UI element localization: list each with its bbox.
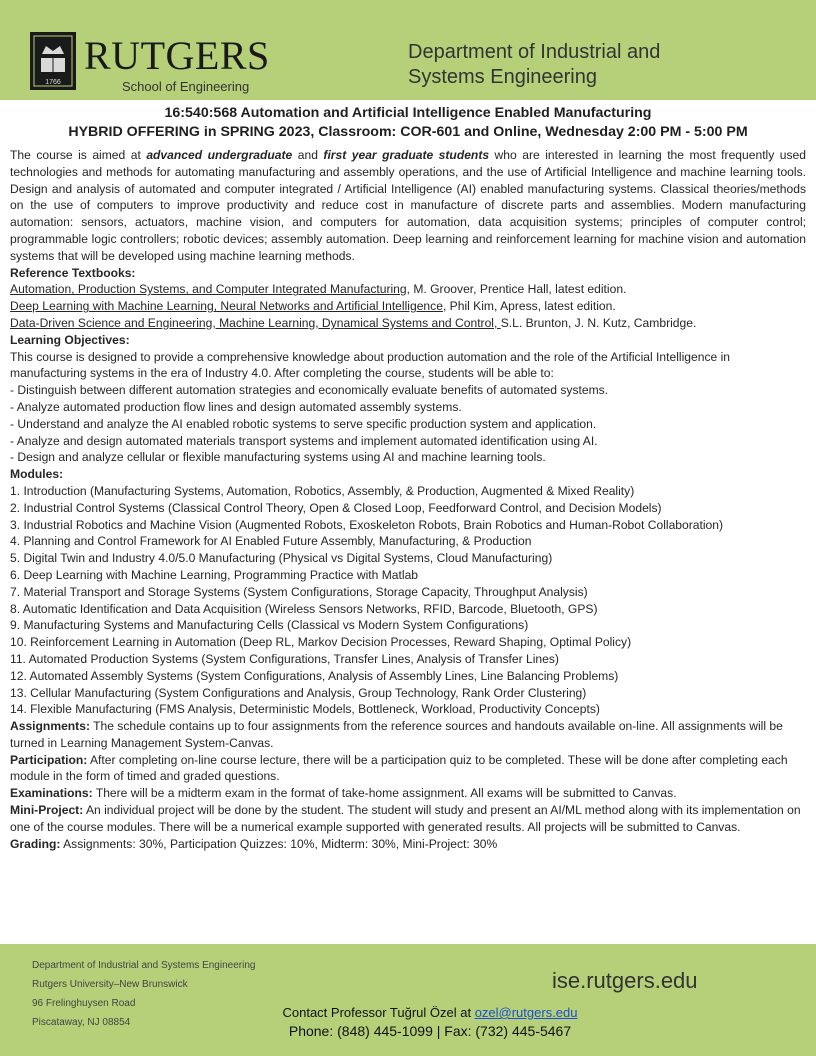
course-title: 16:540:568 Automation and Artificial Intelligence Enabled Manufacturing	[164, 105, 652, 121]
course-description	[10, 147, 806, 265]
assignments-paragraph	[10, 718, 806, 752]
address-line: Rutgers University–New Brunswick	[32, 979, 188, 990]
description-text: The course is aimed at	[10, 148, 147, 162]
participation-paragraph	[10, 752, 806, 786]
module-item: 2. Industrial Control Systems (Classical Control Theory, Open & Closed Loop, Feedforward Control, and Decision Models)	[10, 500, 662, 515]
description-emphasis-audience-1: advanced undergraduate	[146, 148, 293, 162]
objectives-intro: This course is designed to provide a comprehensive knowledge about production automation and the role of the Artificial Intelligence in manufacturing systems in the era of Industry 4.0. After completing the course, students will be able to:	[10, 349, 731, 381]
module-item: 5. Digital Twin and Industry 4.0/5.0 Manufacturing (Physical vs Digital Systems, Cloud Manufacturing)	[10, 551, 553, 566]
reference-details: , M. Groover, Prentice Hall, latest edition.	[406, 282, 627, 297]
footer-band	[0, 944, 816, 1056]
objective-item: - Design and analyze cellular or flexible manufacturing systems using AI and machine learning tools.	[10, 450, 546, 465]
objective-item: - Analyze automated production flow lines and design automated assembly systems.	[10, 399, 462, 414]
reference-item	[10, 315, 806, 332]
mini-project-paragraph	[10, 802, 806, 836]
website-link[interactable]: ise.rutgers.edu	[552, 968, 698, 993]
contact-block	[240, 1004, 620, 1040]
contact-line	[240, 1004, 620, 1022]
reference-item	[10, 298, 806, 315]
participation-text: After completing on-line course lecture, there will be a participation quiz to be completed. These will be done after completing each module in the form of timed and graded questions.	[10, 752, 788, 784]
module-item: 4. Planning and Control Framework for AI Enabled Future Assembly, Manufacturing, & Production	[10, 534, 532, 549]
description-text: who are interested in learning the most frequently used technologies and methods for automating manufacturing and assembly operations, and the use of Artificial Intelligence and machine learning tools. Design and analysis of automated and computer integrated / Artificial Intelligence (AI) enabled manufacturing systems. Classical theories/methods on the use of computers to improve productivity and reduce cost in manufacture of discrete parts and assemblies. Modern manufacturing automation: sensors, actuators, machine vision, and computers for automation, data acquisition systems; principles of computer control; programmable logic controllers; robotic devices; assembly automation. Deep learning and reinforcement learning for machine vision and automation systems that will be developed using machine learning methods.	[10, 148, 806, 263]
rutgers-wordmark: RUTGERS	[84, 33, 270, 78]
objective-item: - Understand and analyze the AI enabled robotic systems to serve specific production system and application.	[10, 416, 597, 431]
phone-fax: Phone: (848) 445-1099 | Fax: (732) 445-5467	[288, 1023, 572, 1039]
module-item: 9. Manufacturing Systems and Manufacturing Cells (Classical vs Modern System Configurations)	[10, 618, 529, 633]
address-line: Department of Industrial and Systems Engineering	[32, 960, 256, 971]
address-line: 96 Frelinghuysen Road	[32, 998, 136, 1009]
reference-details: S.L. Brunton, J. N. Kutz, Cambridge.	[500, 315, 697, 330]
module-item: 1. Introduction (Manufacturing Systems, Automation, Robotics, Assembly, & Production, Augmented & Mixed Reality)	[10, 483, 635, 498]
module-item: 14. Flexible Manufacturing (FMS Analysis, Deterministic Models, Bottleneck, Workload, Productivity Concepts)	[10, 702, 600, 717]
grading-paragraph	[10, 836, 806, 853]
grading-label: Grading:	[10, 836, 61, 851]
module-item: 8. Automatic Identification and Data Acquisition (Wireless Sensors Networks, RFID, Barcode, Bluetooth, GPS)	[10, 601, 598, 616]
objective-item: - Distinguish between different automation strategies and economically evaluate benefits of automated systems.	[10, 383, 609, 398]
header-band	[0, 0, 816, 100]
description-text: and	[292, 148, 324, 162]
footer-address	[32, 956, 255, 1032]
module-item: 6. Deep Learning with Machine Learning, Programming Practice with Matlab	[10, 567, 419, 582]
mini-project-text: An individual project will be done by the student. The student will study and present an AI/ML method along with its implementation on one of the course modules. There will be a numerical example supported with generated results. All projects will be submitted to Canvas.	[10, 803, 801, 834]
reference-textbooks-heading: Reference Textbooks:	[10, 265, 136, 280]
assignments-text: The schedule contains up to four assignments from the reference sources and handouts available on-line. All assignments will be turned in Learning Management System-Canvas.	[10, 719, 783, 750]
reference-title: Data-Driven Science and Engineering, Machine Learning, Dynamical Systems and Control,	[10, 315, 501, 330]
email-link[interactable]: ozel@rutgers.edu	[474, 1005, 578, 1020]
rutgers-shield-icon	[30, 32, 76, 90]
module-item: 10. Reinforcement Learning in Automation (Deep RL, Markov Decision Processes, Reward Shaping, Optimal Policy)	[10, 635, 632, 650]
reference-list	[10, 281, 806, 331]
reference-title: Automation, Production Systems, and Computer Integrated Manufacturing	[10, 282, 407, 297]
course-title-block	[10, 104, 806, 142]
address-line: Piscataway, NJ 08854	[32, 1017, 131, 1028]
department-title: Department of Industrial and Systems Engineering	[408, 41, 661, 88]
reference-title: Deep Learning with Machine Learning, Neural Networks and Artificial Intelligence	[10, 299, 443, 314]
modules-list	[10, 483, 806, 718]
school-name: School of Engineering	[122, 79, 250, 94]
svg-text:1766: 1766	[45, 79, 61, 86]
module-item: 7. Material Transport and Storage Systems (System Configurations, Storage Capacity, Throughput Analysis)	[10, 584, 588, 599]
description-emphasis-audience-2: first year graduate students	[323, 148, 490, 162]
objective-item: - Analyze and design automated materials transport systems and implement automated identification using AI.	[10, 433, 598, 448]
learning-objectives-heading: Learning Objectives:	[10, 332, 130, 347]
course-offering: HYBRID OFFERING in SPRING 2023, Classroom: COR-601 and Online, Wednesday 2:00 PM - 5:00 PM	[68, 124, 748, 140]
module-item: 11. Automated Production Systems (System Configurations, Transfer Lines, Analysis of Transfer Lines)	[10, 651, 559, 666]
module-item: 13. Cellular Manufacturing (System Configurations and Analysis, Group Technology, Rank Order Clustering)	[10, 685, 587, 700]
objectives-list	[10, 382, 806, 466]
contact-prefix: Contact Professor Tuğrul Özel at	[282, 1005, 475, 1020]
examinations-text: There will be a midterm exam in the format of take-home assignment. All exams will be submitted to Canvas.	[92, 786, 677, 801]
reference-item	[10, 281, 806, 298]
course-flyer-body	[10, 104, 806, 852]
reference-details: , Phil Kim, Apress, latest edition.	[442, 299, 616, 314]
examinations-paragraph	[10, 785, 806, 802]
mini-project-label: Mini-Project:	[10, 803, 84, 818]
module-item: 12. Automated Assembly Systems (System Configurations, Analysis of Assembly Lines, Line Balancing Problems)	[10, 668, 619, 683]
examinations-label: Examinations:	[10, 786, 93, 801]
grading-text: Assignments: 30%, Participation Quizzes: 10%, Midterm: 30%, Mini-Project: 30%	[60, 836, 498, 851]
assignments-label: Assignments:	[10, 719, 90, 734]
modules-heading: Modules:	[10, 467, 64, 482]
participation-label: Participation:	[10, 752, 88, 767]
module-item: 3. Industrial Robotics and Machine Vision (Augmented Robots, Exoskeleton Robots, Brain Robotics and Human-Robot Collaboration)	[10, 517, 724, 532]
